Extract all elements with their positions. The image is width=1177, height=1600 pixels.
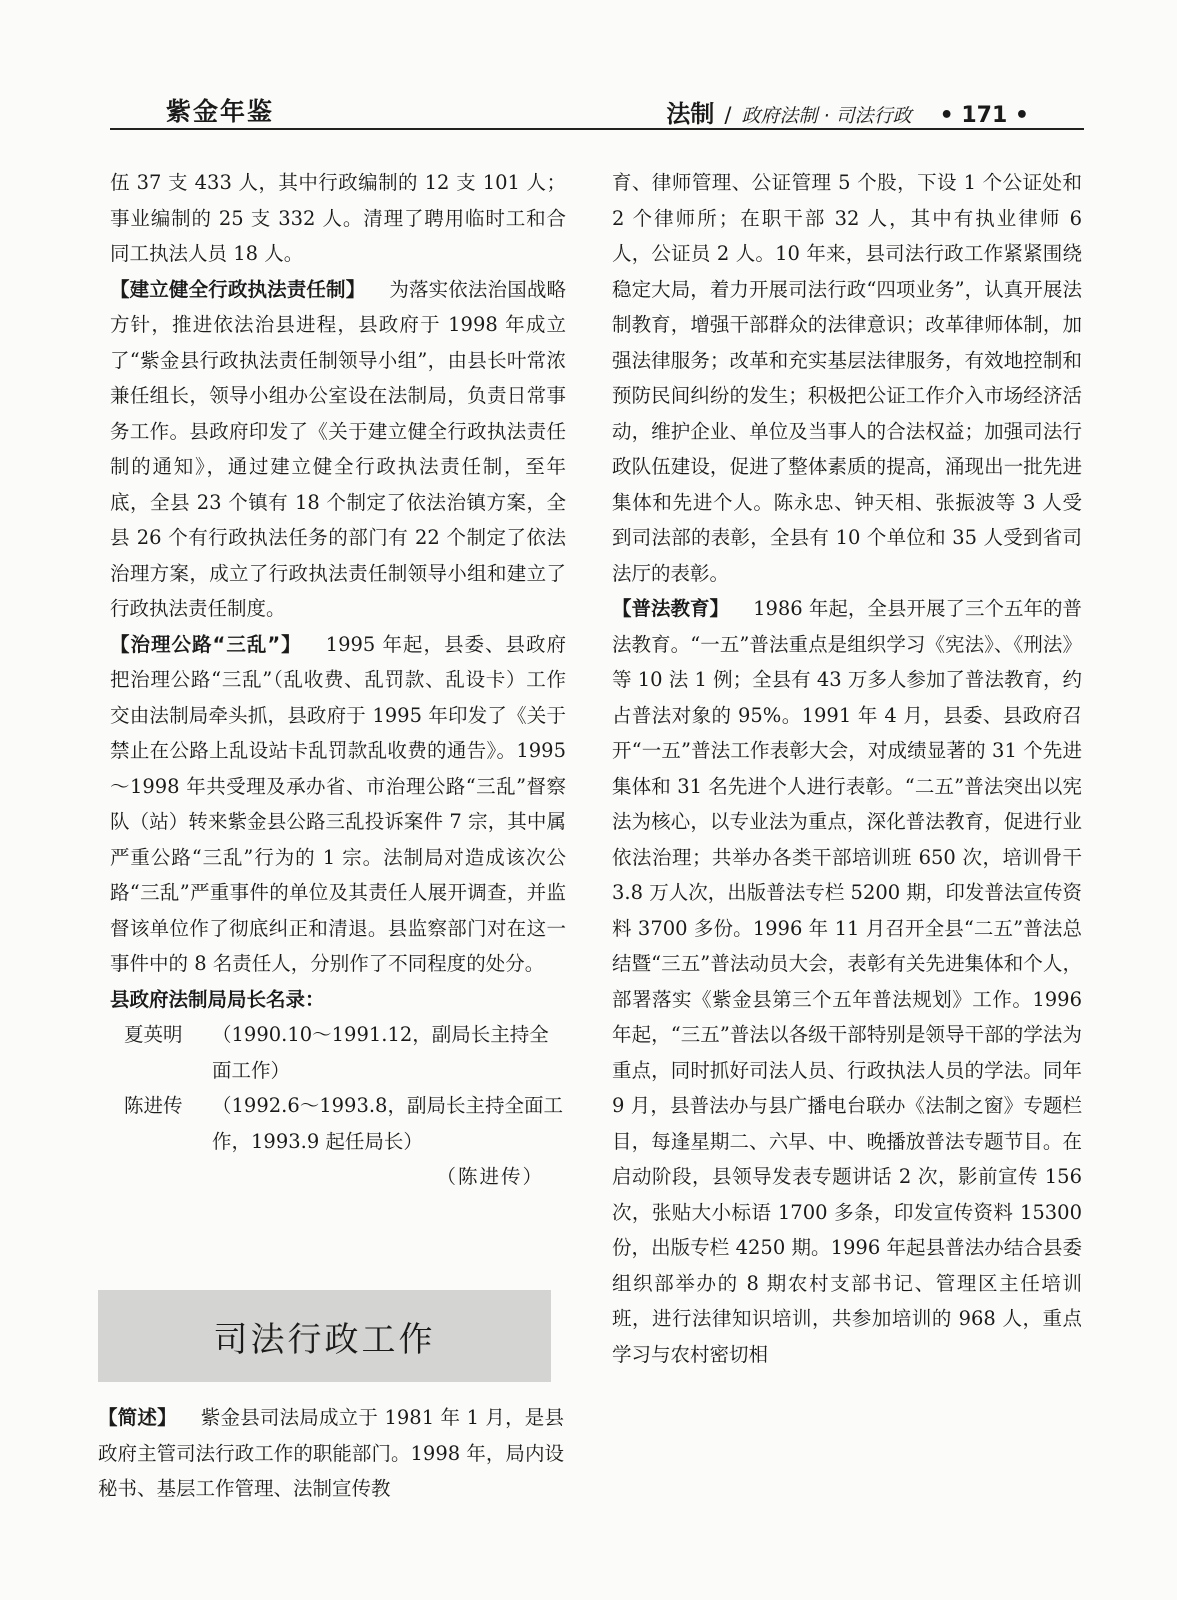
paragraph-legal-education: [612, 591, 1082, 1372]
entry-text: 1995 年起，县委、县政府把治理公路“三乱”（乱收费、乱罚款、乱设卡）工作交由法制局牵头抓，县政府于 1995 年印发了《关于禁止在公路上乱设站卡乱罚款乱收费的通告》。1995～1998 年共受理及承办省、市治理公路“三乱”督察队（站）转来紫金县公路三乱投诉案件 7 宗，其中属严重公路“三乱”行为的 1 宗。法制局对造成该次公路“三乱”严重事件的单位及其责任人展开调查，并监督该单位作了彻底纠正和清退。县监察部门对在这一事件中的 8 名责任人，分别作了不同程度的处分。: [110, 632, 566, 975]
section-banner-title: 司法行政工作: [213, 1319, 436, 1360]
director-term: （1990.10～1991.12，副局长主持全面工作）: [212, 1023, 549, 1082]
left-column: [110, 165, 566, 1195]
subsection-name: 政府法制 · 司法行政: [741, 105, 912, 127]
entry-heading: 【建立健全行政执法责任制】: [110, 277, 366, 301]
paragraph-bureau-structure: 育、律师管理、公证管理 5 个股，下设 1 个公证处和 2 个律师所；在职干部 32 人，其中有执业律师 6 人，公证员 2 人。10 年来，县司法行政工作紧紧围绕稳定大局，着力开展司法行政“四项业务”，认真开展法制教育，增强干部群众的法律意识；改革律师体制，加强法律服务；改革和充实基层法律服务，有效地控制和预防民间纠纷的发生；积极把公证工作介入市场经济活动，维护企业、单位及当事人的合法权益；加强司法行政队伍建设，促进了整体素质的提高，涌现出一批先进集体和先进个人。陈永忠、钟天相、张振波等 3 人受到司法部的表彰，全县有 10 个单位和 35 人受到省司法厅的表彰。: [612, 171, 1082, 585]
paragraph-road-three-chaos: [110, 627, 566, 982]
running-header: [666, 94, 1029, 129]
author-signature: （陈进传）: [436, 1165, 544, 1188]
header-separator: /: [724, 103, 732, 127]
director-name: 陈进传: [124, 1094, 183, 1117]
page-number: • 171 •: [939, 103, 1029, 128]
entry-heading: 【简述】: [98, 1406, 177, 1429]
header-rule: [110, 128, 1084, 130]
entry-text: 1986 年起，全县开展了三个五年的普法教育。“一五”普法重点是组织学习《宪法》、《刑法》等 10 法 1 例；全县有 43 万多人参加了普法教育，约占普法对象的 95%。1991 年 4 月，县委、县政府召开“一五”普法工作表彰大会，对成绩显著的 31 个先进集体和 31 名先进个人进行表彰。“二五”普法突出以宪法为核心，以专业法为重点，深化普法教育，促进行业依法治理；共举办各类干部培训班 650 次，培训骨干 3.8 万人次，出版普法专栏 5200 期，印发普法宣传资料 3700 多份。1996 年 11 月召开全县“二五”普法总结暨“三五”普法动员大会，表彰有关先进集体和个人，部署落实《紫金县第三个五年普法规划》工作。1996 年起，“三五”普法以各级干部特别是领导干部的学法为重点，同时抓好司法人员、行政执法人员的学法。同年 9 月，县普法办与县广播电台联办《法制之窗》专题栏目，每逢星期二、六早、中、晚播放普法专题节目。在启动阶段，县领导发表专题讲话 2 次，影前宣传 156 次，张贴大小标语 1700 多条，印发宣传资料 15300 份，出版专栏 4250 期。1996 年起县普法办结合县委组织部举办的 8 期农村支部书记、管理区主任培训班，进行法律知识培训，共参加培训的 968 人，重点学习与农村密切相: [612, 597, 1082, 1366]
section-name: 法制: [666, 100, 715, 128]
paragraph-staff: 伍 37 支 433 人，其中行政编制的 12 支 101 人；事业编制的 25 支 332 人。清理了聘用临时工和合同工执法人员 18 人。: [110, 171, 566, 265]
director-entry: [110, 1088, 566, 1159]
director-name: 夏英明: [124, 1023, 183, 1046]
right-column: [612, 165, 1082, 1372]
director-entry: [110, 1017, 566, 1088]
entry-text: 为落实依法治国战略方针，推进依法治县进程，县政府于 1998 年成立了“紫金县行政执法责任制领导小组”，由县长叶常浓兼任组长，领导小组办公室设在法制局，负责日常事务工作。县政府印发了《关于建立健全行政执法责任制的通知》，通过建立健全行政执法责任制，至年底，全县 23 个镇有 18 个制定了依法治镇方案，全县 26 个有行政执法任务的部门有 22 个制定了依法治理方案，成立了行政执法责任制领导小组和建立了行政执法责任制度。: [110, 277, 566, 620]
entry-text: 紫金县司法局成立于 1981 年 1 月，是县政府主管司法行政工作的职能部门。1998 年，局内设秘书、基层工作管理、法制宣传教: [98, 1406, 564, 1500]
entry-heading: 【治理公路“三乱”】: [110, 632, 302, 656]
director-term: （1992.6～1993.8，副局长主持全面工作，1993.9 起任局长）: [212, 1094, 563, 1153]
entry-heading: 【普法教育】: [612, 597, 730, 620]
left-column-bottom: [98, 1400, 564, 1507]
book-title: 紫金年鉴: [166, 97, 275, 126]
paragraph-enforcement-responsibility: [110, 272, 566, 627]
section-banner: [98, 1290, 551, 1382]
directors-list-title: 县政府法制局局长名录：: [110, 987, 325, 1011]
paragraph-summary: [98, 1400, 564, 1507]
